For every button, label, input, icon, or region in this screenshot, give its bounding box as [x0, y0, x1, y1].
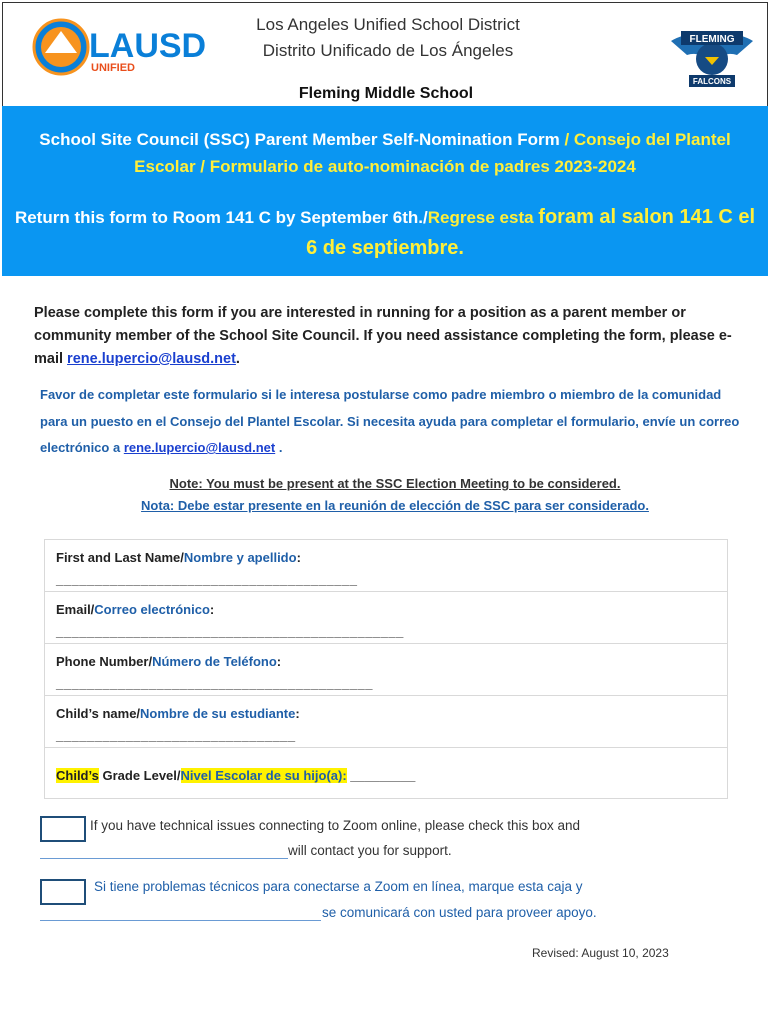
note-es: Nota: Debe estar presente en la reunión de elección de SSC para ser considerado.	[141, 498, 649, 513]
zoom-support-checkbox-en[interactable]	[40, 816, 86, 842]
note-en: Note: You must be present at the SSC Election Meeting to be considered.	[169, 476, 621, 491]
email-row[interactable]	[45, 592, 727, 644]
grade-level-row[interactable]	[45, 748, 727, 798]
intro-paragraph-en	[34, 302, 744, 371]
intro-end-en: .	[235, 351, 240, 367]
phone-label: Phone Number/Número de Teléfono:	[56, 654, 282, 669]
form-title-en: School Site Council (SSC) Parent Member Self-Nomination Form	[39, 130, 565, 149]
return-instructions-en: Return this form to Room 141 C by September 6th./	[14, 208, 428, 227]
child-name-row[interactable]	[45, 696, 727, 748]
child-name-label: Child’s name/Nombre de su estudiante:	[56, 706, 300, 721]
phone-row[interactable]	[45, 644, 727, 696]
grade-level-field-line[interactable]: _________	[346, 768, 416, 783]
email-field-line[interactable]: _____________________________________________	[56, 624, 404, 639]
falcon-logo-bottom: FALCONS	[692, 77, 732, 86]
zoom-support-text-en-line2: will contact you for support.	[288, 843, 452, 858]
revised-date: Revised: August 10, 2023	[532, 946, 669, 960]
intro-text-en: Please complete this form if you are interested in running for a position as a parent member or community member of the School Site Council. If you need assistance completing the form, please e-mail	[34, 305, 732, 367]
name-field-line[interactable]: _______________________________________	[56, 572, 358, 587]
form-title	[22, 126, 748, 180]
intro-end-es: .	[275, 440, 283, 455]
name-row[interactable]	[45, 540, 727, 592]
title-banner	[2, 106, 768, 276]
phone-field-line[interactable]: _________________________________________	[56, 676, 373, 691]
intro-text-es: Favor de completar este formulario si le interesa postularse como padre miembro o miembro de la comunidad para un puesto en el Consejo del Plantel Escolar. Si necesita ayuda para completar el formulario, envíe un correo electrónico a	[40, 387, 740, 455]
logo-subtext: UNIFIED	[91, 62, 135, 74]
return-instructions	[12, 202, 758, 264]
grade-level-label: Child’s Grade Level/Nivel Escolar de su hijo(a): _________	[56, 768, 416, 783]
nomination-form-table	[44, 539, 728, 799]
district-name-es: Distrito Unificado de Los Ángeles	[262, 41, 514, 60]
zoom-support-text-en-line1: If you have technical issues connecting to Zoom online, please check this box and	[90, 818, 581, 833]
zoom-support-name-blank-en[interactable]	[40, 858, 288, 859]
zoom-support-text-es-line2: se comunicará con usted para proveer apoyo.	[322, 905, 597, 920]
falcon-logo-top: FLEMING	[689, 34, 735, 45]
district-name-en: Los Angeles Unified School District	[256, 15, 520, 34]
child-name-field-line[interactable]: _______________________________	[56, 728, 296, 743]
email-label: Email/Correo electrónico:	[56, 602, 215, 617]
intro-paragraph-es	[40, 382, 745, 462]
zoom-support-name-blank-es[interactable]	[40, 920, 321, 921]
return-instructions-es-big: foram al salon 141 C el 6 de septiembre.	[306, 206, 756, 259]
school-name: Fleming Middle School	[298, 85, 474, 102]
falcon-logo	[667, 21, 757, 93]
header	[2, 2, 768, 106]
zoom-support-text-es-line1: Si tiene problemas técnicos para conectarse a Zoom en línea, marque esta caja y	[94, 879, 583, 894]
email-link-es[interactable]: rene.lupercio@lausd.net	[123, 440, 276, 455]
logo-text: LAUSD	[89, 27, 207, 65]
form-title-es: / Consejo del Plantel Escolar / Formulario de auto-nominación de padres 2023-2024	[134, 130, 731, 176]
name-label: First and Last Name/Nombre y apellido:	[56, 550, 301, 565]
zoom-support-checkbox-es[interactable]	[40, 879, 86, 905]
email-link-en[interactable]: rene.lupercio@lausd.net	[67, 351, 236, 367]
return-instructions-es: Regrese esta	[427, 208, 539, 227]
